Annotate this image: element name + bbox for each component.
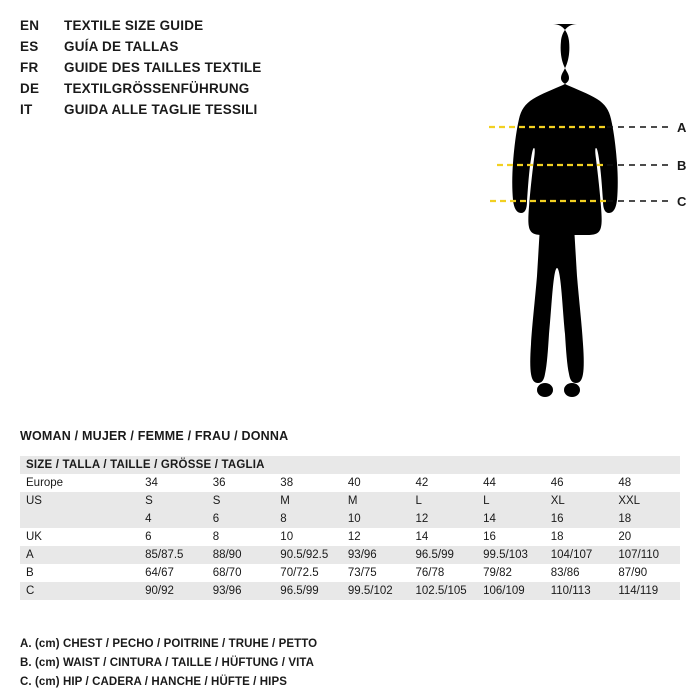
cell: 12 xyxy=(347,531,361,543)
cell: 18 xyxy=(618,513,632,525)
row-label: US xyxy=(26,495,42,507)
cell: M xyxy=(347,495,358,507)
language-code: DE xyxy=(20,81,40,96)
table-row xyxy=(20,528,680,546)
language-titles xyxy=(20,18,360,123)
cell: M xyxy=(280,495,290,507)
cell: 10 xyxy=(280,531,294,543)
cell: 6 xyxy=(212,513,220,525)
cell: 40 xyxy=(347,477,361,489)
language-code: ES xyxy=(20,39,39,54)
cell: 96.5/99 xyxy=(280,585,319,597)
cell: 106/109 xyxy=(483,585,525,597)
language-code: EN xyxy=(20,18,40,33)
table-header-label: SIZE / TALLA / TAILLE / GRÖSSE / TAGLIA xyxy=(20,456,680,474)
row-label: C xyxy=(26,585,35,597)
cell: 90/92 xyxy=(145,585,174,597)
cell: 20 xyxy=(618,531,632,543)
cell: 114/119 xyxy=(618,585,659,597)
cell: 93/96 xyxy=(347,549,377,561)
row-label: Europe xyxy=(26,477,64,489)
measure-label-b: B xyxy=(677,158,687,173)
cell: L xyxy=(483,495,490,507)
table-row xyxy=(20,474,680,492)
row-label xyxy=(20,510,139,528)
language-title: TEXTILGRÖSSENFÜHRUNG xyxy=(64,81,250,96)
table-row xyxy=(20,492,680,510)
cell: 70/72.5 xyxy=(280,567,319,579)
cell: 104/107 xyxy=(550,549,593,561)
cell: 14 xyxy=(415,531,429,543)
cell: 16 xyxy=(483,531,496,543)
table-row xyxy=(20,582,680,600)
legend-line-b: B. (cm) WAIST / CINTURA / TAILLE / HÜFTUNG / VITA xyxy=(20,657,315,669)
language-title: GUÍA DE TALLAS xyxy=(64,39,179,54)
language-row xyxy=(20,39,360,59)
cell: XXL xyxy=(618,495,641,507)
language-row xyxy=(20,102,360,122)
cell: 36 xyxy=(212,477,226,489)
cell: 14 xyxy=(483,513,496,525)
table-caption: WOMAN / MUJER / FEMME / FRAU / DONNA xyxy=(20,429,289,443)
cell: 10 xyxy=(347,513,361,525)
row-label: UK xyxy=(26,531,42,543)
cell: 73/75 xyxy=(347,567,377,579)
measure-label-c: C xyxy=(677,194,687,209)
language-row xyxy=(20,60,360,80)
measurement-figure xyxy=(362,8,692,433)
cell: 88/90 xyxy=(212,549,242,561)
row-label: A xyxy=(26,549,34,561)
cell: 48 xyxy=(618,477,632,489)
cell: 64/67 xyxy=(145,567,174,579)
language-title: TEXTILE SIZE GUIDE xyxy=(64,18,204,33)
cell: 85/87.5 xyxy=(145,549,184,561)
measurement-legend xyxy=(20,635,680,692)
cell: S xyxy=(145,495,153,507)
table-row xyxy=(20,546,680,564)
cell: 83/86 xyxy=(550,567,580,579)
language-title: GUIDE DES TAILLES TEXTILE xyxy=(64,60,262,75)
cell: 8 xyxy=(212,531,220,543)
table-row xyxy=(20,564,680,582)
cell: 110/113 xyxy=(550,585,591,597)
cell: 99.5/102 xyxy=(347,585,393,597)
cell: 96.5/99 xyxy=(415,549,454,561)
cell: 68/70 xyxy=(212,567,242,579)
table-row xyxy=(20,510,680,528)
cell: 8 xyxy=(280,513,287,525)
cell: 38 xyxy=(280,477,294,489)
language-code: IT xyxy=(20,102,33,117)
cell: L xyxy=(415,495,422,507)
female-silhouette-icon xyxy=(362,8,692,433)
language-code: FR xyxy=(20,60,39,75)
cell: 79/82 xyxy=(483,567,512,579)
language-row xyxy=(20,81,360,101)
table-header-row xyxy=(20,456,680,474)
cell: 18 xyxy=(550,531,564,543)
cell: 102.5/105 xyxy=(415,585,467,597)
cell: 90.5/92.5 xyxy=(280,549,329,561)
row-label: B xyxy=(26,567,34,579)
cell: 12 xyxy=(415,513,429,525)
cell: 46 xyxy=(550,477,564,489)
cell: 16 xyxy=(550,513,564,525)
cell: 107/110 xyxy=(618,549,660,561)
cell: 76/78 xyxy=(415,567,445,579)
cell: 99.5/103 xyxy=(483,549,528,561)
language-title: GUIDA ALLE TAGLIE TESSILI xyxy=(64,102,258,117)
cell: 87/90 xyxy=(618,567,648,579)
cell: 44 xyxy=(483,477,496,489)
cell: 42 xyxy=(415,477,429,489)
cell: 6 xyxy=(145,531,152,543)
cell: 34 xyxy=(145,477,158,489)
cell: 93/96 xyxy=(212,585,242,597)
cell: S xyxy=(212,495,221,507)
legend-line-a: A. (cm) CHEST / PECHO / POITRINE / TRUHE / PETTO xyxy=(20,638,318,650)
language-row xyxy=(20,18,360,38)
size-table xyxy=(20,456,680,600)
legend-line-c: C. (cm) HIP / CADERA / HANCHE / HÜFTE / HIPS xyxy=(20,676,288,688)
measure-label-a: A xyxy=(677,120,687,135)
cell: 4 xyxy=(145,513,152,525)
cell: XL xyxy=(550,495,565,507)
